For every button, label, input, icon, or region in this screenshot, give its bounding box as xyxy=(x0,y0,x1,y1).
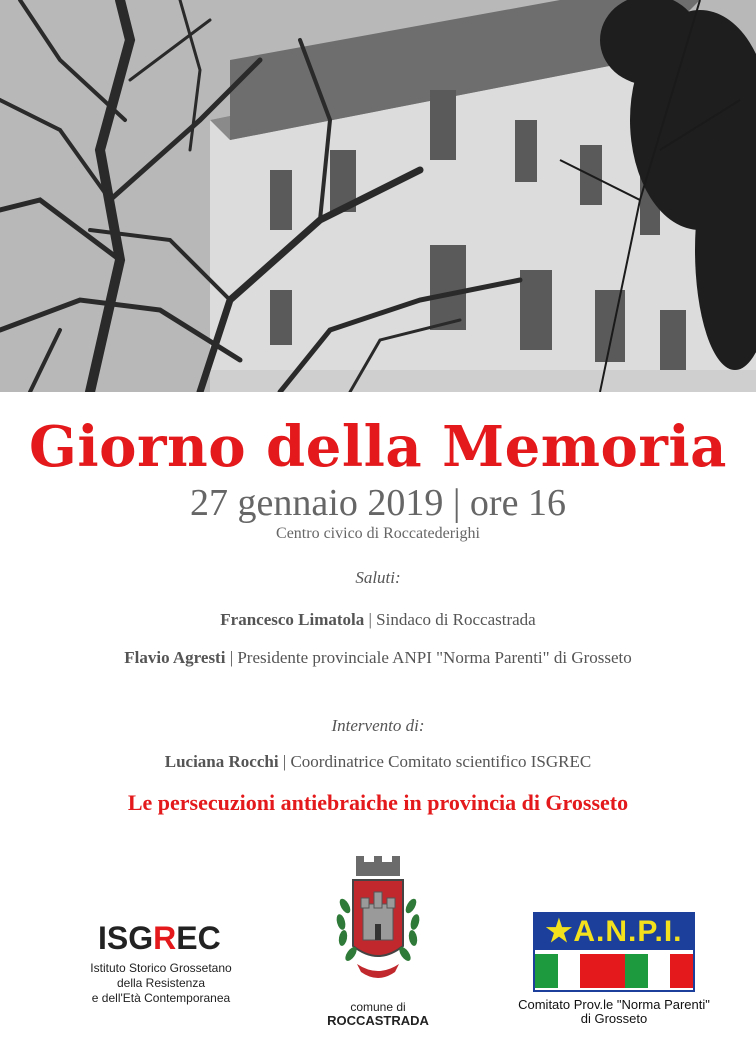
speaker-role: | Sindaco di Roccastrada xyxy=(364,610,536,629)
isgrec-wordmark: ISGREC xyxy=(98,920,221,956)
flag-stripe xyxy=(670,954,693,988)
flag-stripe xyxy=(648,954,671,988)
event-title: Giorno della Memoria xyxy=(29,414,727,480)
comune-roccastrada-logo xyxy=(298,856,458,1028)
flag-stripe xyxy=(580,954,603,988)
anpi-caption: Comitato Prov.le "Norma Parenti" di Grosseto xyxy=(518,997,710,1026)
isgrec-subtitle: Istituto Storico Grossetano della Resistenza e dell'Età Contemporanea xyxy=(90,961,232,1005)
isgrec-logo xyxy=(76,920,246,1006)
speaker-role: | Presidente provinciale ANPI "Norma Parenti" di Grosseto xyxy=(225,648,632,667)
comune-label: comune di xyxy=(350,1000,406,1014)
event-date-time: 27 gennaio 2019 | ore 16 xyxy=(190,482,566,524)
anpi-logo xyxy=(500,912,728,1026)
speaker-role: | Coordinatrice Comitato scientifico ISGREC xyxy=(278,752,592,771)
speaker-name: Luciana Rocchi xyxy=(164,752,279,771)
flag-stripe xyxy=(625,954,648,988)
flag-stripe xyxy=(603,954,626,988)
comune-name: ROCCASTRADA xyxy=(327,1013,429,1028)
speaker-line xyxy=(0,648,756,668)
speaker-line xyxy=(0,752,756,772)
flag-stripe xyxy=(558,954,581,988)
header-photo xyxy=(0,0,756,392)
building-photo-illustration xyxy=(0,0,756,392)
coat-of-arms-icon xyxy=(323,856,433,996)
anpi-flag-stripes xyxy=(535,954,693,988)
speaker-line xyxy=(0,610,756,630)
event-venue: Centro civico di Roccatederighi xyxy=(276,525,480,542)
speaker-name: Flavio Agresti xyxy=(124,648,226,667)
flag-stripe xyxy=(535,954,558,988)
anpi-emblem xyxy=(533,912,695,992)
talk-title: Le persecuzioni antiebraiche in provincia di Grosseto xyxy=(127,790,629,815)
speaker-name: Francesco Limatola xyxy=(220,610,365,629)
intervento-heading: Intervento di: xyxy=(331,716,425,735)
saluti-heading: Saluti: xyxy=(355,568,401,587)
anpi-wordmark: ★A.N.P.I. xyxy=(535,914,693,950)
